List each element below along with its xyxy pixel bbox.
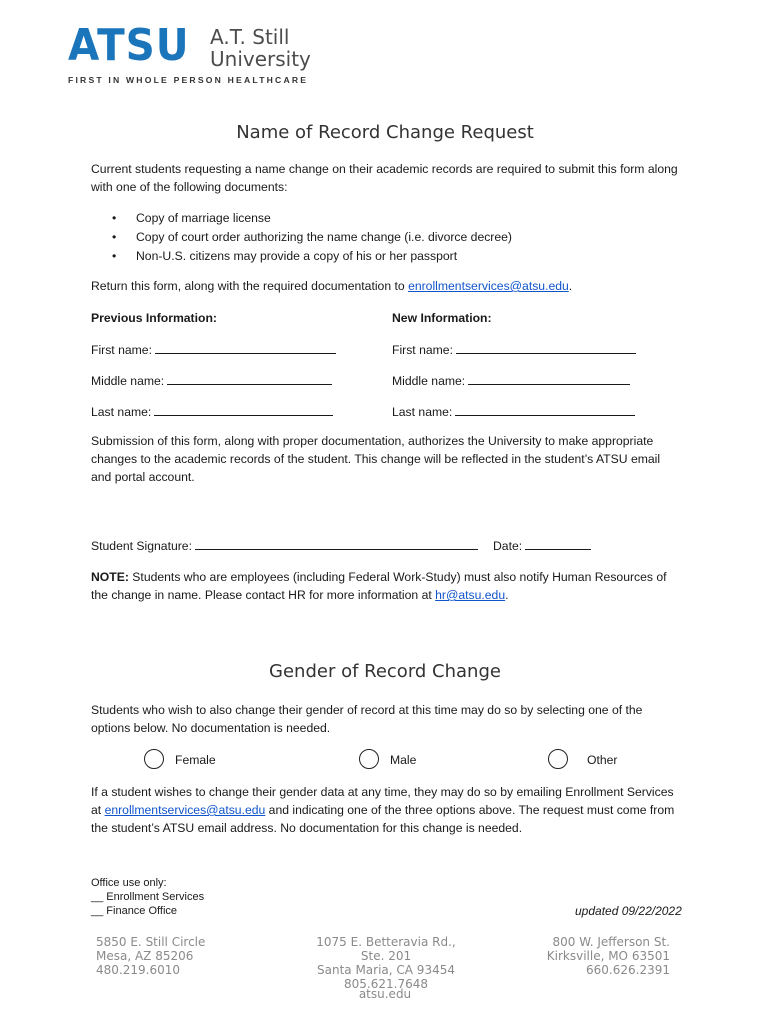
signature-input[interactable] [195,537,478,550]
enrollment-email-link[interactable]: enrollmentservices@atsu.edu [408,279,569,293]
list-item: • Copy of marriage license [108,209,512,228]
kirksville-address [540,935,670,977]
new-first-name-input[interactable] [456,341,636,354]
prev-last-name-input[interactable] [154,403,333,416]
address-line: 1075 E. Betteravia Rd., Ste. 201 [316,935,456,963]
address-line: Mesa, AZ 85206 [96,949,194,963]
university-name-line1: A.T. Still [210,25,290,49]
enrollment-email-link[interactable]: enrollmentservices@atsu.edu [104,803,266,817]
address-line: 5850 E. Still Circle [96,935,206,949]
mesa-address [96,935,205,977]
gender-change-title: Gender of Record Change [269,661,501,682]
male-label: Male [390,753,417,767]
address-line: Santa Maria, CA 93454 [317,963,455,977]
signature-label: Student Signature: [91,539,192,553]
note-label: NOTE: [91,570,129,584]
submission-paragraph: Submission of this form, along with proper documentation, authorizes the University to make appropriate changes to the academic records of the student. This change will be reflected in the student’s ATSU email and portal account. [91,434,661,484]
list-item: • Copy of court order authorizing the name change (i.e. divorce decree) [108,228,512,247]
middle-name-label: Middle name: [392,374,466,388]
address-line: Kirksville, MO 63501 [546,949,670,963]
santa-maria-address [306,935,466,991]
university-name [210,26,311,70]
note-text: Students who are employees (including Federal Work-Study) must also notify Human Resources of the change in name. Please contact HR for more information at [91,570,667,602]
gender-followup-paragraph [91,783,681,837]
date-field [493,537,591,554]
office-enrollment-services: __ Enrollment Services [91,891,205,903]
office-use-block [91,876,204,918]
female-radio[interactable] [144,749,164,769]
return-paragraph [91,277,681,295]
footer-website[interactable]: atsu.edu [358,987,412,1001]
office-use-heading: Office use only: [91,877,167,889]
list-item: • Non-U.S. citizens may provide a copy of his or her passport [108,247,512,266]
female-label: Female [175,753,216,767]
new-middle-name-field [392,372,630,389]
last-name-label: Last name: [392,405,453,419]
atsu-logo: ATSU [68,20,190,71]
signature-field [91,537,478,554]
address-phone: 660.626.2391 [586,963,670,977]
other-label: Other [587,753,618,767]
hr-email-link[interactable]: hr@atsu.edu [435,588,506,602]
last-name-label: Last name: [91,405,152,419]
first-name-label: First name: [392,343,453,357]
gender-intro-paragraph: Students who wish to also change their gender of record at this time may do so by selecting one of the options below. No documentation is needed. [91,703,643,735]
updated-date: updated 09/22/2022 [575,904,682,918]
intro-paragraph: Current students requesting a name change on their academic records are required to submit this form along with one of the following documents: [91,162,678,194]
tagline: FIRST IN WHOLE PERSON HEALTHCARE [68,75,309,85]
middle-name-label: Middle name: [91,374,165,388]
return-end: . [568,279,573,293]
male-radio[interactable] [359,749,379,769]
new-first-name-field [392,341,636,358]
previous-info-heading: Previous Information: [91,311,217,325]
new-middle-name-input[interactable] [468,372,630,385]
other-radio[interactable] [548,749,568,769]
address-phone: 480.219.6010 [96,963,180,977]
university-name-line2: University [210,47,311,71]
date-label: Date: [493,539,523,553]
new-last-name-input[interactable] [455,403,635,416]
prev-first-name-input[interactable] [155,341,336,354]
prev-middle-name-field [91,372,332,389]
followup-text: If a student wishes to change their gender data at any time, they may do so by emailing Enrollment Services at [91,785,674,817]
documents-list [108,209,512,266]
prev-last-name-field [91,403,333,420]
date-input[interactable] [525,537,591,550]
office-finance-office: __ Finance Office [91,905,178,917]
address-line: 800 W. Jefferson St. [552,935,670,949]
note-paragraph [91,568,681,604]
return-text: Return this form, along with the required documentation to [91,279,409,293]
new-info-heading: New Information: [392,311,492,325]
address-phone: 805.621.7648 [344,977,428,991]
note-end: . [505,588,509,602]
prev-first-name-field [91,341,336,358]
prev-middle-name-input[interactable] [167,372,332,385]
followup-end: and indicating one of the three options above. The request must come from the student’s ATSU email address. No documentation for this change is needed. [91,803,675,835]
first-name-label: First name: [91,343,152,357]
new-last-name-field [392,403,635,420]
name-change-title: Name of Record Change Request [236,122,534,143]
